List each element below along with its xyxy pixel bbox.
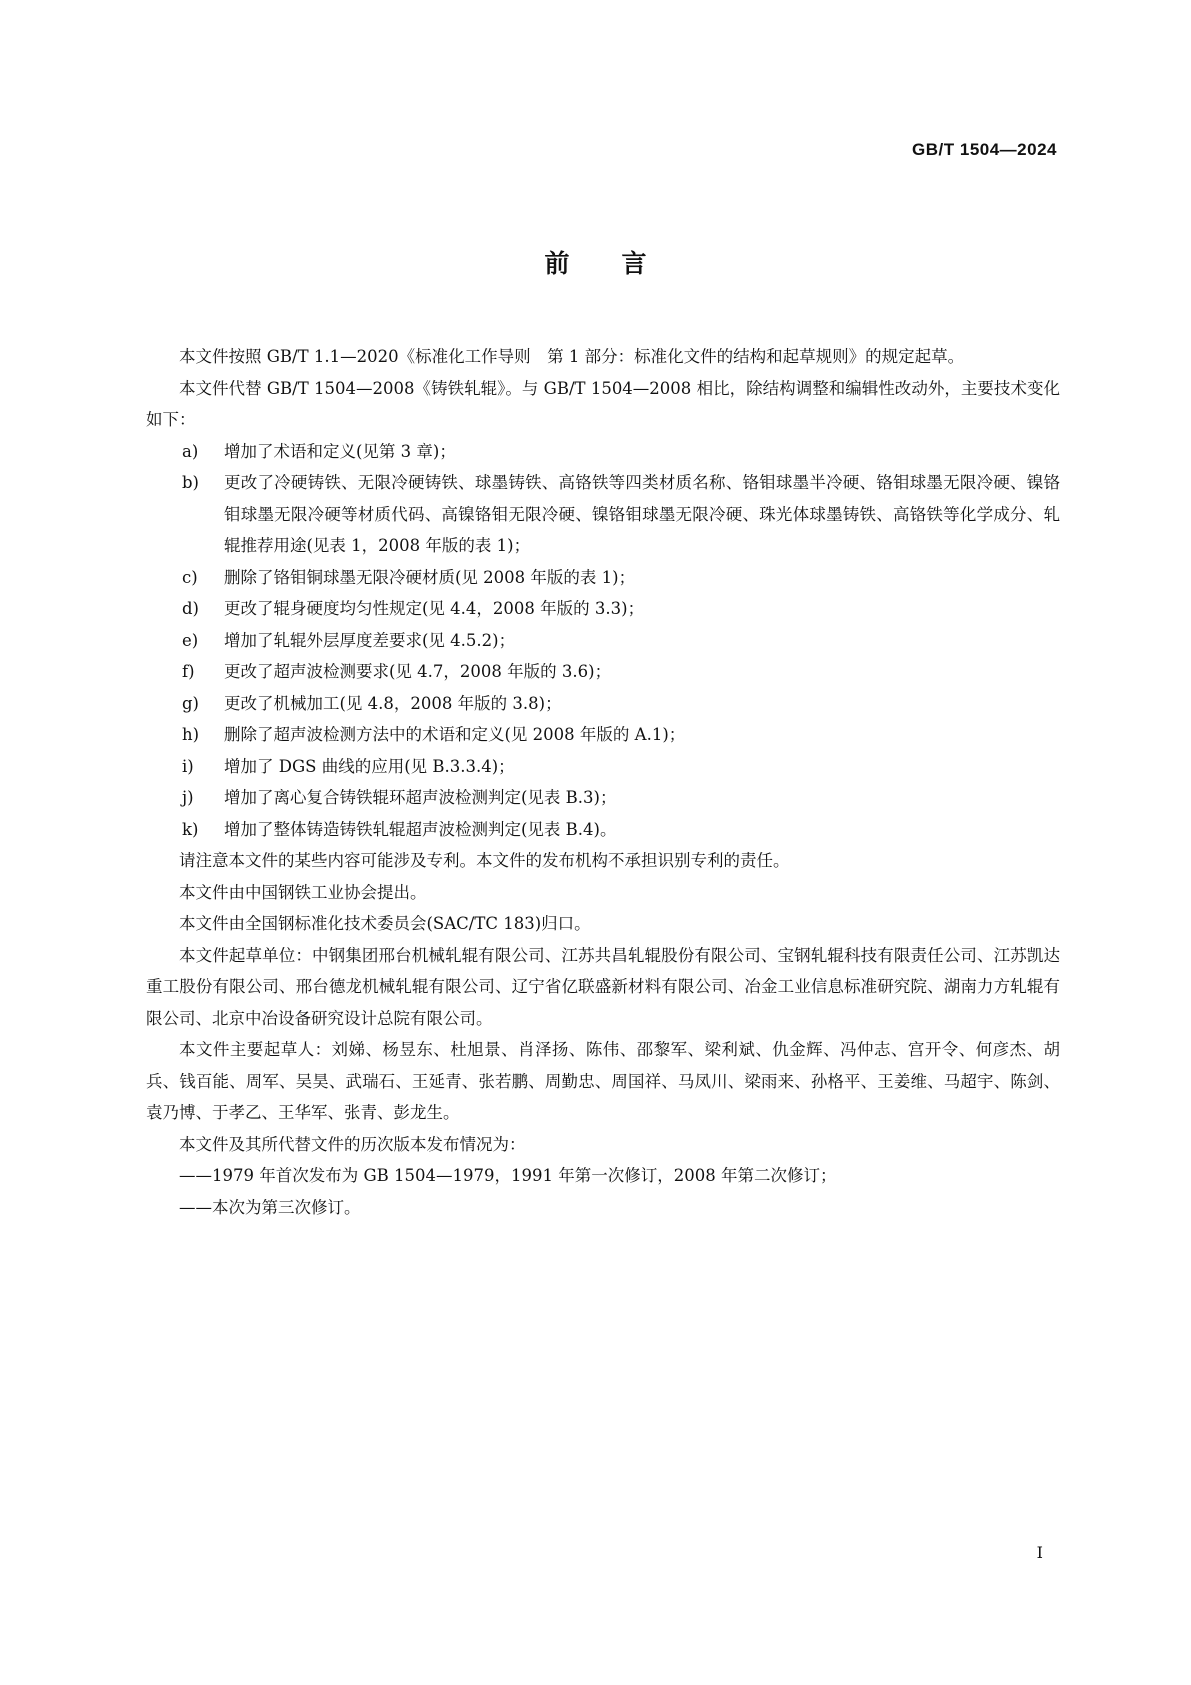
changes-list — [146, 436, 1060, 846]
list-marker: i) — [182, 756, 194, 776]
list-item — [146, 625, 1060, 657]
intro-paragraph: 本文件按照 GB/T 1.1—2020《标准化工作导则 第 1 部分：标准化文件的结构和起草规则》的规定起草。 — [179, 347, 965, 366]
list-marker: a) — [182, 441, 199, 461]
drafters-paragraph: 本文件主要起草人：刘娣、杨昱东、杜旭景、肖泽扬、陈伟、邵黎军、梁利斌、仇金辉、冯仲志、宫开令、何彦杰、胡兵、钱百能、周军、吴昊、武瑞石、王延青、张若鹏、周勤忠、周国祥、马凤川、梁雨来、孙格平、王姜维、马超宇、陈剑、袁乃博、于孝乙、王华军、张青、彭龙生。 — [146, 1040, 1060, 1122]
list-item-text: 删除了超声波检测方法中的术语和定义(见 2008 年版的 A.1)； — [224, 725, 686, 744]
list-item — [146, 688, 1060, 720]
history-item: ——本次为第三次修订。 — [179, 1197, 361, 1217]
list-item — [146, 751, 1060, 783]
list-item — [146, 782, 1060, 814]
list-item-text: 删除了铬钼铜球墨无限冷硬材质(见 2008 年版的表 1)； — [224, 567, 636, 587]
patent-notice: 请注意本文件的某些内容可能涉及专利。本文件的发布机构不承担识别专利的责任。 — [179, 851, 790, 870]
list-item-text: 增加了轧辊外层厚度差要求(见 4.5.2)； — [224, 630, 516, 650]
standard-number: GB/T 1504—2024 — [912, 140, 1057, 159]
list-item — [146, 436, 1060, 468]
drafting-units-paragraph: 本文件起草单位：中钢集团邢台机械轧辊有限公司、江苏共昌轧辊股份有限公司、宝钢轧辊科技有限责任公司、江苏凯达重工股份有限公司、邢台德龙机械轧辊有限公司、辽宁省亿联盛新材料有限公司、冶金工业信息标准研究院、湖南力方轧辊有限公司、北京中冶设备研究设计总院有限公司。 — [146, 945, 1060, 1028]
list-item-text: 增加了离心复合铸铁辊环超声波检测判定(见表 B.3)； — [224, 788, 617, 807]
history-item: ——1979 年首次发布为 GB 1504—1979，1991 年第一次修订，2008 年第二次修订； — [179, 1166, 837, 1185]
list-item-text: 更改了辊身硬度均匀性规定(见 4.4，2008 年版的 3.3)； — [224, 599, 645, 618]
list-marker: b) — [182, 473, 199, 492]
list-item — [146, 562, 1060, 594]
list-marker: f) — [182, 662, 195, 681]
list-item — [146, 814, 1060, 846]
intro-paragraph: 本文件代替 GB/T 1504—2008《铸铁轧辊》。与 GB/T 1504—2008 相比，除结构调整和编辑性改动外，主要技术变化如下： — [146, 378, 1060, 429]
list-marker: g) — [182, 693, 199, 713]
list-item — [146, 656, 1060, 688]
list-marker: e) — [182, 630, 199, 650]
proposer-paragraph: 本文件由中国钢铁工业协会提出。 — [179, 882, 427, 902]
list-item-text: 更改了机械加工(见 4.8，2008 年版的 3.8)； — [224, 693, 562, 713]
list-item-text: 增加了术语和定义(见第 3 章)； — [224, 441, 456, 461]
page-title: 前言 — [544, 249, 699, 278]
history-list — [146, 1160, 1060, 1223]
list-marker: k) — [182, 819, 199, 839]
list-item — [146, 719, 1060, 751]
committee-paragraph: 本文件由全国钢标准化技术委员会(SAC/TC 183)归口。 — [179, 914, 591, 933]
list-marker: c) — [182, 567, 198, 587]
list-marker: j) — [182, 788, 194, 807]
list-item — [146, 467, 1060, 562]
list-item-text: 更改了超声波检测要求(见 4.7，2008 年版的 3.6)； — [224, 662, 612, 681]
foreword-body — [146, 341, 1060, 1223]
list-item-text: 更改了冷硬铸铁、无限冷硬铸铁、球墨铸铁、高铬铁等四类材质名称、铬钼球墨半冷硬、铬钼球墨无限冷硬、镍铬钼球墨无限冷硬等材质代码、高镍铬钼无限冷硬、镍铬钼球墨无限冷硬、珠光体球墨铸铁、高铬铁等化学成分、轧辊推荐用途(见表 1，2008 年版的表 1)； — [224, 473, 1060, 555]
list-item — [146, 593, 1060, 625]
list-item-text: 增加了 DGS 曲线的应用(见 B.3.3.4)； — [224, 756, 515, 776]
list-marker: d) — [182, 599, 199, 618]
list-marker: h) — [182, 725, 200, 744]
page-number: I — [1036, 1543, 1043, 1562]
list-item-text: 增加了整体铸造铸铁轧辊超声波检测判定(见表 B.4)。 — [224, 819, 617, 839]
history-intro: 本文件及其所代替文件的历次版本发布情况为： — [179, 1134, 526, 1154]
